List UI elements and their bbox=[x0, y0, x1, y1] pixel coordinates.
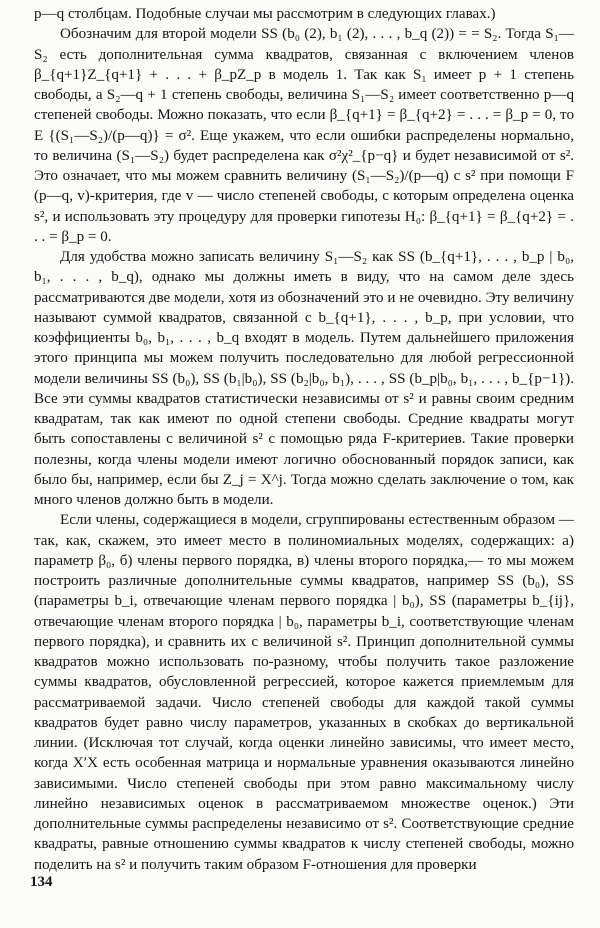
paragraph-1: p—q столбцам. Подобные случаи мы рассмотрим в следующих главах.) bbox=[34, 6, 496, 22]
paragraph-2: Обозначим для второй модели SS (b₀ (2), b₁ (2), . . . , b_q (2)) = = S₂. Тогда S₁—S₂ есть дополнительная сумма квадратов, связанная с включением членов β_{q+1}Z_{q+1} + . . . + β_pZ_p в модель 1. Так как S₁ имеет p + 1 степень свободы, а S₂—q + 1 степень свободы, величина S₁—S₂ имеет соответственно p—q степеней свободы. Можно показать, что если β_{q+1} = β_{q+2} = . . . = β_p = 0, то E {(S₁—S₂)/(p—q)} = σ². Еще укажем, что если ошибки распределены нормально, то величина (S₁—S₂) будет распределена как σ²χ²_{p−q} и будет независимой от s². Это означает, что мы можем сравнить величину (S₁—S₂)/(p—q) с s² при помощи F (p—q, v)-критерия, где v — число степеней свободы, с которым определена оценка s², и использовать эту процедуру для проверки гипотезы H₀: β_{q+1} = β_{q+2} = . . . = β_p = 0. bbox=[34, 26, 574, 245]
page-number: 134 bbox=[30, 874, 53, 890]
paragraph-3: Для удобства можно записать величину S₁—S₂ как SS (b_{q+1}, . . . , b_p | b₀, b₁, . . . , b_q), однако мы должны иметь в виду, что на самом деле здесь рассматриваются две модели, хотя из обозначений это и не очевидно. Эту величину называют суммой квадратов, связанной с b_{q+1}, . . . , b_p, при условии, что коэффициенты b₀, b₁, . . . , b_q входят в модель. Путем дальнейшего приложения этого принципа мы можем получить последовательно для любой регрессионной модели величины SS (b₀), SS (b₁|b₀), SS (b₂|b₀, b₁), . . . , SS (b_p|b₀, b₁, . . . , b_{p−1}). Все эти суммы квадратов статистически независимы от s² и равны своим средним квадратам, так как имеют по одной степени свободы. Средние квадраты могут быть сопоставлены с величиной s² с помощью ряда F-критериев. Такие проверки полезны, когда члены модели имеют логично обоснованный порядок записи, как было бы, например, если бы Z_j = X^j. Тогда можно сделать заключение о том, как много членов должно быть в модели. bbox=[34, 249, 574, 508]
paragraph-4: Если члены, содержащиеся в модели, сгруппированы естественным образом — так, как, скажем, это имеет место в полиномиальных моделях, содержащих: а) параметр β₀, б) члены первого порядка, в) члены второго порядка,— то мы можем построить различные дополнительные суммы квадратов, например SS (b₀), SS (параметры b_i, отвечающие членам первого порядка | b₀), SS (параметры b_{ij}, отвечающие членам второго порядка | b₀, параметры b_i, соответствующие членам первого порядка), и сравнить их с величиной s². Принцип дополнительной суммы квадратов можно использовать по-разному, чтобы получить такое разложение суммы квадратов, обусловленной регрессией, которое кажется приемлемым для рассматриваемой задачи. Число степеней свободы для каждой такой суммы квадратов будет равно числу параметров, указанных в скобках до вертикальной линии. (Исключая тот случай, когда оценки линейно зависимы, что имеет место, когда X′X есть особенная матрица и нормальные уравнения оказываются линейно зависимыми. Число степеней свободы при этом равно максимальному числу линейно независимых оценок в рассматриваемом множестве оценок.) Эти дополнительные суммы распределены независимо от s². Соответствующие средние квадраты, равные отношению суммы квадратов к числу степеней свободы, можно поделить на s² и получить таким образом F-отношения для проверки bbox=[34, 512, 574, 873]
body-text bbox=[34, 4, 574, 875]
